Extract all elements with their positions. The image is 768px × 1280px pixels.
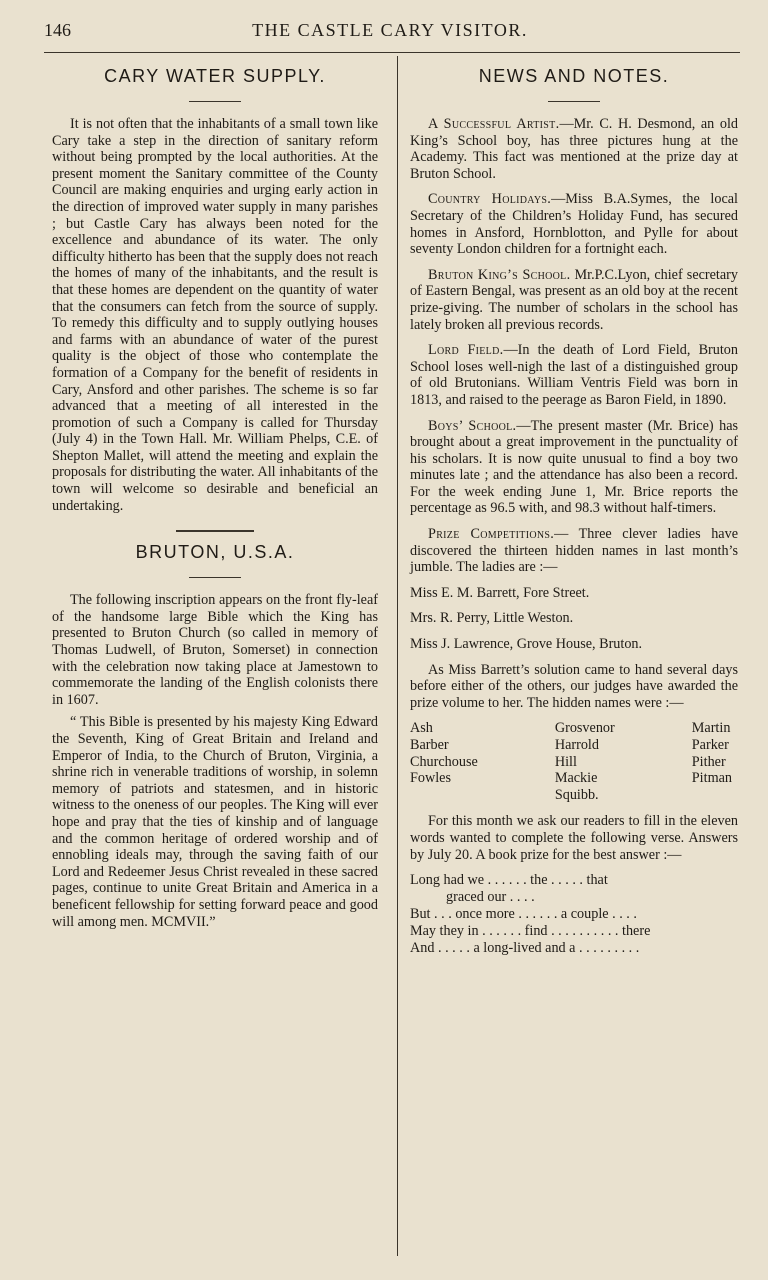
- hidden-name: Ash: [410, 720, 433, 737]
- running-title: THE CASTLE CARY VISITOR.: [252, 20, 528, 40]
- news-lead: Country Holidays.: [428, 191, 552, 208]
- hidden-name: Pither: [691, 753, 726, 770]
- title-rule: [548, 101, 600, 102]
- title-rule: [189, 577, 241, 578]
- award-paragraph: As Miss Barrett’s solution came to hand several days before either of the others, our judges have awarded the prize volume to her. The hidden names were :—: [410, 661, 738, 711]
- hidden-name: Hill: [554, 753, 577, 770]
- news-item: [410, 267, 738, 333]
- news-text: —In the death of Lord Field, Bruton School loses well-nigh the last of a distinguished group of old Brutonians. William Ventris Field was born in 1813, and raised to the peerage as Baron Field, in 1890.: [410, 342, 738, 408]
- winner-line: Mrs. R. Perry, Little Weston.: [410, 610, 574, 627]
- prize-lead: Prize Competitions.: [428, 526, 555, 543]
- hidden-name: Barber: [410, 737, 449, 753]
- news-lead: A Successful Artist.: [428, 116, 560, 132]
- hidden-name: Squibb.: [554, 786, 599, 803]
- verse-line: But . . . once more . . . . . . a couple . . . .: [410, 906, 637, 923]
- hidden-name: Churchouse: [410, 753, 478, 770]
- hidden-name: Martin: [691, 720, 731, 737]
- names-column-1: [410, 720, 478, 803]
- hidden-names-list: [410, 720, 738, 803]
- hidden-name: Parker: [691, 737, 729, 753]
- hidden-name: Grosvenor: [554, 720, 615, 737]
- news-lead: Lord Field.: [428, 342, 504, 359]
- right-column: [410, 62, 738, 957]
- news-lead: Boys’ School.: [428, 417, 517, 434]
- names-column-2: [555, 720, 615, 803]
- news-text: Mr.P.C.Lyon, chief secretary of Eastern Bengal, was present as an old boy at the recent prize-giving. The number of scholars in the school has lately broken all previous records.: [410, 266, 738, 333]
- title-rule: [189, 101, 241, 102]
- section-title-water-supply: CARY WATER SUPPLY.: [104, 66, 326, 86]
- verse-line: Long had we . . . . . . the . . . . . that: [410, 872, 608, 889]
- winner-line: Miss E. M. Barrett, Fore Street.: [410, 584, 590, 601]
- news-item: [410, 418, 738, 518]
- page-header: [40, 20, 740, 50]
- section-divider: [176, 530, 254, 532]
- verse-block: [410, 872, 738, 957]
- hidden-name: Pitman: [691, 770, 732, 787]
- hidden-name: Harrold: [554, 737, 599, 753]
- news-item: [410, 116, 738, 182]
- page-number: 146: [44, 20, 71, 40]
- bruton-inscription: “ This Bible is presented by his majesty King Edward the Seventh, King of Great Britain and Ireland and Emperor of India, to the Church of Bruton, Virginia, a shrine rich in venerable traditions of worship, in solemn memory of patriots and statesmen, and in historic witness to the oneness of our peoples. The King will ever hope and pray that the ties of kinship and of language and the common heritage of ordered worship and of ennobling ideals may, through the saving faith of our Lord and Redeemer Jesus Christ revealed in these sacred pages, continue to unite Great Britain and America in a beneficent fellowship for setting forward peace and good will among men. MCMVII.”: [52, 714, 378, 930]
- section-title-news: NEWS AND NOTES.: [478, 66, 670, 86]
- column-divider: [397, 56, 398, 1256]
- bruton-paragraph-1: The following inscription appears on the front fly-leaf of the handsome large Bible which the King has presented to Bruton Church (so called in memory of Thomas Ludwell, of Bruton, Somerset) in connection with the celebration now taking place at Jamestown to commemorate the landing of the English colonists there in 1607.: [52, 592, 378, 708]
- water-supply-paragraph: It is not often that the inhabitants of a small town like Cary take a step in the direction of sanitary reform without being prompted by the local authorities. At the present moment the Sanitary committee of the County Council are making enquiries and urging early action in the direction of improved water supply in many parishes ; but Castle Cary has always been noted for the excellence and abundance of its water. The only difficulty hitherto has been that the supply does not reach the homes of many of the inhabitants, and the result is that these homes are dependent on the quantity of water that the consumers can fetch from the source of supply. To remedy this difficulty and to supply outlying houses and farms with an abundance of water of the purest quality is the object of those who contemplate the formation of a Company for the benefit of residents in Cary, Ansford and other parishes. The scheme is so far advanced that a meeting of all interested in the promotion of such a Company is called for Thursday (July 4) in the Town Hall. Mr. William Phelps, C.E. of Shepton Mallet, will attend the meeting and explain the proposals for distributing the water. All inhabitants of the town will welcome so desirable and beneficial an undertaking.: [52, 116, 378, 514]
- news-text: —Miss B.A.Symes, the local Secretary of the Children’s Holiday Fund, has secured homes in Ansford, Hornblotton, and Pylle for about seventy London children for a fortnight each.: [410, 191, 738, 258]
- winner-line: Miss J. Lawrence, Grove House, Bruton.: [410, 636, 643, 653]
- verse-line: graced our . . . .: [446, 889, 535, 906]
- prize-intro: [410, 526, 738, 576]
- hidden-name: Fowles: [410, 770, 451, 787]
- left-column: [52, 62, 378, 930]
- section-title-bruton-usa: BRUTON, U.S.A.: [135, 542, 295, 563]
- news-text: —Mr. C. H. Desmond, an old King’s School boy, has three pictures hung at the Academy. This fact was mentioned at the prize day at Bruton School.: [410, 116, 738, 182]
- names-column-3: [692, 720, 738, 803]
- header-rule: [44, 52, 740, 53]
- news-item: [410, 342, 738, 408]
- hidden-name: Mackie: [554, 770, 598, 787]
- verse-line: May they in . . . . . . find . . . . . . . . . . there: [410, 923, 651, 940]
- competition-paragraph: For this month we ask our readers to fill in the eleven words wanted to complete the following verse. Answers by July 20. A book prize for the best answer :—: [410, 813, 738, 863]
- news-lead: Bruton King’s School.: [428, 266, 571, 283]
- news-text: —The present master (Mr. Brice) has brought about a great improvement in the punctuality of his scholars. It is now quite unusual to find a boy two minutes late ; and the attendance has also been a record. For the week ending June 1, Mr. Brice reports the percentage as 96.5 with, and 98.3 without half-timers.: [410, 417, 739, 517]
- verse-line: And . . . . . a long-lived and a . . . . . . . . .: [410, 940, 640, 957]
- news-item: [410, 191, 738, 257]
- prize-intro-text: — Three clever ladies have discovered the thirteen hidden names in last month’s jumble. The ladies are :—: [410, 526, 738, 576]
